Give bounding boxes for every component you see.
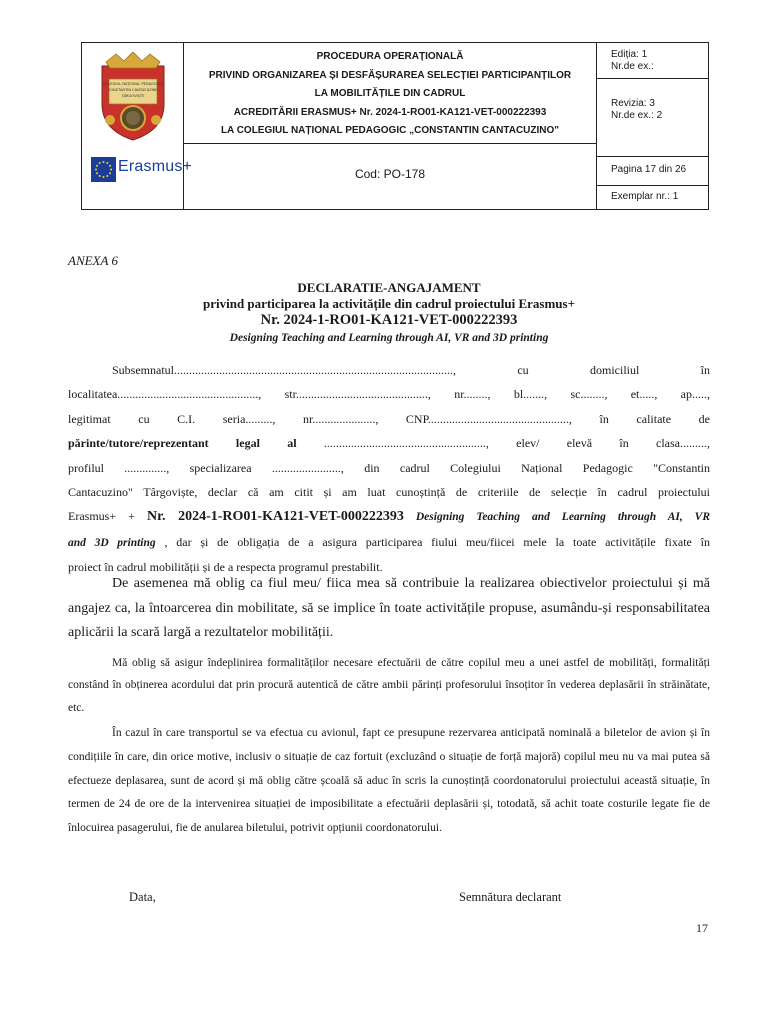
form-line <box>68 431 710 455</box>
project-number: Nr. 2024-1-RO01-KA121-VET-000222393 <box>260 312 518 328</box>
page-info: Pagina 17 din 26 <box>611 164 687 175</box>
project-title-inline-cont: and 3D printing <box>68 536 156 549</box>
form-line-prefix: Erasmus+ + <box>68 509 147 524</box>
revision: Revizia: 3 <box>611 98 655 109</box>
college-crest-logo <box>96 52 170 142</box>
form-line-rest: , dar și de obligația de a asigura participarea fiului meu/fiicei mele la toate activitățile fixate în <box>155 534 710 549</box>
procedure-title-line: PROCEDURA OPERAȚIONALĂ <box>316 51 464 62</box>
form-line: Cantacuzino" Târgoviște, declar că am citit și am luat cunoștință de criteriile de selecție în cadrul proiectului <box>68 485 710 500</box>
project-number-inline: Nr. 2024-1-RO01-KA121-VET-000222393 <box>147 509 404 525</box>
formalities-paragraph: Mă oblig să asigur îndeplinirea formalităților necesare efectuării de către copilul meu a unei astfel de mobilități, formalități constând în obținerea acordului dat prin procură autentică de către ambii părinți profesorului însoțitor în vederea deplasării în străinătate, etc. <box>68 657 710 714</box>
form-line: Subsemnatul............................................................................................., cu domiciliul în <box>112 363 710 377</box>
form-line: proiect în cadrul mobilității și de a respecta programul prestabilit. <box>68 560 383 575</box>
crest-text-line-3: TÂRGOVIȘTE <box>121 94 145 98</box>
annex-label: ANEXA 6 <box>68 253 118 268</box>
form-line-rest: ......................................................, elev/ elevă în clasa........., <box>296 436 710 451</box>
procedure-title-line: ACREDITĂRII ERASMUS+ Nr. 2024-1-RO01-KA121-VET-000222393 <box>233 106 547 118</box>
copies-count-2: Nr.de ex.: 2 <box>611 110 663 121</box>
copy-number: Exemplar nr.: 1 <box>611 191 679 202</box>
procedure-code: Cod: PO-178 <box>354 167 426 181</box>
edition: Ediția: 1 <box>611 49 648 60</box>
procedure-title <box>184 48 596 141</box>
declaration-title <box>68 279 710 347</box>
guardian-role-label: părinte/tutore/reprezentant legal al <box>68 436 297 451</box>
form-line <box>68 504 710 529</box>
document-header-table <box>81 42 709 210</box>
form-line: legitimat cu C.I. seria........., nr....................., CNP..............................................., în calitate de <box>68 411 710 426</box>
procedure-title-line: LA MOBILITĂȚILE DIN CADRUL <box>314 88 466 100</box>
procedure-title-line: PRIVIND ORGANIZAREA ȘI DESFĂȘURAREA SELECȚIEI PARTICIPANȚILOR <box>208 69 572 81</box>
project-title: Designing Teaching and Learning through AI, VR and 3D printing <box>229 332 549 344</box>
form-line: localitatea..............................................., str............................................, nr........, bl......., sc........, et....., ap....., <box>68 387 710 402</box>
form-line: profilul .............., specializarea ......................., din cadrul Colegiului Național Pedagogic "Constantin <box>68 460 710 475</box>
commitment-paragraph: De asemenea mă oblig ca fiul meu/ fiica mea să contribuie la realizarea obiectivelor proiectului și mă angajez ca, la întoarcerea din mobilitate, să se implice în toate activitățile propuse, asumându-și responsabilitatea aplicării la scară largă a rezultatelor mobilității. <box>68 576 710 641</box>
erasmus-logo-text: Erasmus+ <box>118 158 193 175</box>
title-line-2: privind participarea la activitățile din cadrul proiectului Erasmus+ <box>202 296 576 311</box>
project-title-inline: Designing Teaching and Learning through AI, VR <box>403 511 710 524</box>
title-line-1: DECLARATIE-ANGAJAMENT <box>297 280 481 295</box>
declaration-form-paragraph <box>68 358 710 580</box>
signature-label: Semnătura declarant <box>459 890 562 904</box>
crest-text-line-2: CONSTANTIN CANTACUZINO <box>107 88 159 92</box>
page-number: 17 <box>696 921 708 935</box>
procedure-title-line: LA COLEGIUL NAȚIONAL PEDAGOGIC „CONSTANTIN CANTACUZINO" <box>220 125 560 137</box>
eu-flag-icon <box>91 157 116 182</box>
copies-count-1: Nr.de ex.: <box>611 61 654 72</box>
crest-text-line-1: COLEGIUL NAȚIONAL PEDAGOGIC <box>103 82 163 86</box>
transport-paragraph: În cazul în care transportul se va efectua cu avionul, fapt ce presupune rezervarea anticipată nominală a biletelor de avion și în condițiile în care, din orice motive, inclusiv o situație de caz fortuit (excluzând o situație de forță majoră) copilul meu nu va mai putea să efectueze deplasarea, sunt de acord și mă oblig către școală să aduc în scris la cunoștință coordonatorului proiectului această situație, în termen de 24 de ore de la intervenirea situației de imposibilitate a efectuării deplasării și, totodată, să achit toate costurile legate fie de înlocuirea pasagerului, fie de anularea biletului, potrivit opțiunii coordonatorului. <box>68 727 710 835</box>
date-label: Data, <box>129 890 156 904</box>
form-line <box>68 530 710 555</box>
